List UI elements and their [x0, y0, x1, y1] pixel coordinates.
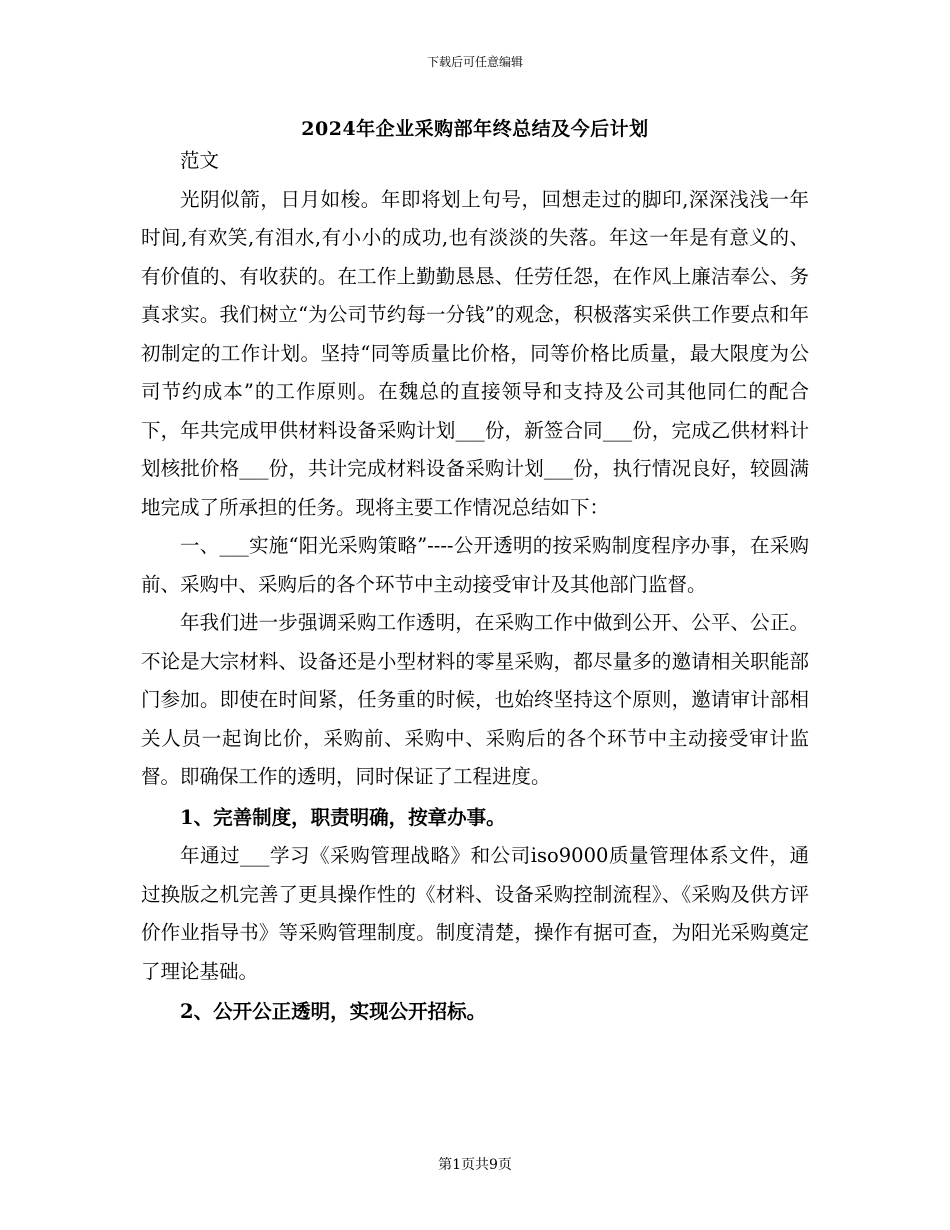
paragraph-system: 年通过___学习《采购管理战略》和公司iso9000质量管理体系文件，通过换版之机完善了更具操作性的《材料、设备采购控制流程》、《采购及供方评价作业指导书》等采购管理制度。制度清楚，操作有据可查，为阳光采购奠定了理论基础。: [141, 844, 809, 983]
heading-item-1: 1、完善制度，职责明确，按章办事。: [180, 805, 506, 829]
paragraph-transparency: 年我们进一步强调采购工作透明，在采购工作中做到公开、公平、公正。不论是大宗材料、设备还是小型材料的零星采购，都尽量多的邀请相关职能部门参加。即使在时间紧，任务重的时候，也始终坚持这个原则，邀请审计部相关人员一起询比价，采购前、采购中、采购后的各个环节中主动接受审计监督。即确保工作的透明，同时保证了工程进度。: [141, 611, 809, 788]
header-note: 下载后可任意编辑: [426, 55, 523, 69]
paragraph-section-one: 一、___实施“阳光采购策略”----公开透明的按采购制度程序办事，在采购前、采购中、采购后的各个环节中主动接受审计及其他部门监督。: [141, 534, 809, 596]
heading-item-2: 2、公开公正透明，实现公开招标。: [180, 1000, 487, 1023]
document-title: 2024年企业采购部年终总结及今后计划: [301, 118, 649, 140]
page-number: 第1页共9页: [438, 1157, 512, 1173]
paragraph-intro: 光阴似箭，日月如梭。年即将划上句号，回想走过的脚印,深深浅浅一年时间,有欢笑,有泪水,有小小的成功,也有淡淡的失落。年这一年是有意义的、有价值的、有收获的。在工作上勤勤恳恳、任劳任怨，在作风上廉洁奉公、务真求实。我们树立“为公司节约每一分钱”的观念，积极落实采供工作要点和年初制定的工作计划。坚持“同等质量比价格，同等价格比质量，最大限度为公司节约成本”的工作原则。在魏总的直接领导和支持及公司其他同仁的配合下，年共完成甲供材料设备采购计划___份，新签合同___份，完成乙供材料计划核批价格___份，共计完成材料设备采购计划___份，执行情况良好，较圆满地完成了所承担的任务。现将主要工作情况总结如下：: [141, 187, 809, 519]
document-body: [141, 142, 809, 1032]
paragraph-fanwen: 范文: [180, 149, 220, 172]
